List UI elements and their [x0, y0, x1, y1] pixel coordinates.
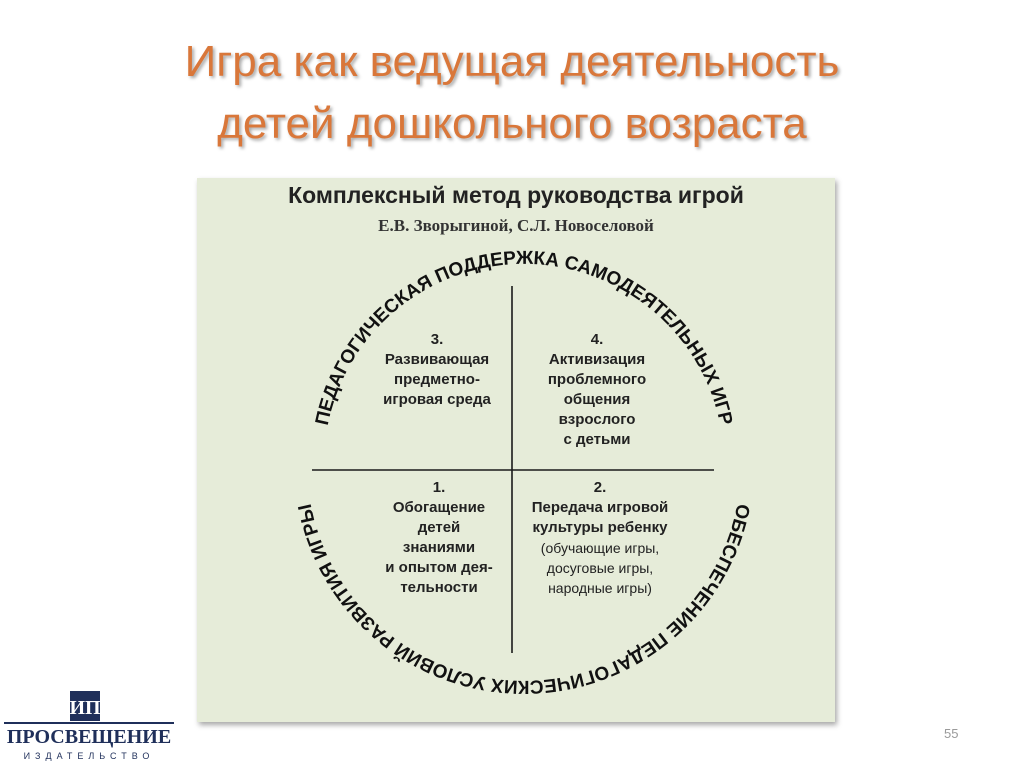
quadrant-4	[527, 330, 667, 450]
quadrant-line: проблемного	[547, 371, 647, 388]
quadrant-note: (обучающие игры,	[540, 540, 660, 556]
quadrant-line: общения	[563, 391, 631, 408]
publisher-logo	[4, 690, 174, 762]
quadrant-line: Активизация	[548, 351, 646, 368]
quadrant-note: досуговые игры,	[546, 560, 654, 576]
quadrant-line: и опытом дея-	[385, 559, 493, 576]
quadrant-line: знаниями	[402, 539, 476, 556]
quadrant-3	[367, 330, 507, 410]
quadrant-number: 4.	[590, 331, 604, 348]
logo-subtitle: ИЗДАТЕЛЬСТВО	[23, 751, 155, 761]
ring-text-top: ПЕДАГОГИЧЕСКАЯ ПОДДЕРЖКА САМОДЕЯТЕЛЬНЫХ ИГР	[311, 247, 737, 428]
page-number: 55	[944, 726, 959, 741]
quadrant-line: Передача игровой	[531, 499, 669, 516]
logo-mark-icon	[4, 690, 174, 726]
quadrant-2	[515, 478, 685, 598]
quadrant-line: с детьми	[563, 431, 631, 448]
panel-authors: Е.В. Зворыгиной, С.Л. Новоселовой	[378, 216, 654, 235]
quadrant-line: тельности	[400, 579, 478, 596]
quadrant-line: взрослого	[558, 411, 636, 428]
quadrant-note: народные игры)	[548, 580, 652, 596]
quadrant-line: предметно-	[394, 371, 480, 388]
quadrant-line: игровая среда	[383, 391, 491, 408]
quadrant-line: Обогащение	[392, 499, 486, 516]
svg-text:ИП: ИП	[69, 697, 101, 719]
panel-heading: Комплексный метод руководства игрой	[288, 182, 744, 208]
quadrant-number: 3.	[430, 331, 444, 348]
quadrant-1	[369, 478, 509, 598]
logo-name: ПРОСВЕЩЕНИЕ	[6, 726, 172, 748]
quadrant-line: культуры ребенку	[532, 519, 668, 536]
diagram-panel	[197, 178, 835, 722]
quadrant-line: Развивающая	[384, 351, 490, 368]
quadrant-diagram	[197, 178, 835, 722]
quadrant-number: 2.	[593, 479, 607, 496]
quadrant-line: детей	[417, 519, 461, 536]
quadrant-number: 1.	[432, 479, 446, 496]
ring-text-bottom: ОБЕСПЕЧЕНИЕ ПЕДАГОГИЧЕСКИХ УСЛОВИЙ РАЗВИТИЯ ИГРЫ	[294, 502, 754, 697]
slide-title-line-1: Игра как ведущая деятельность	[184, 37, 840, 86]
slide-title-line-2: детей дошкольного возраста	[217, 99, 807, 148]
